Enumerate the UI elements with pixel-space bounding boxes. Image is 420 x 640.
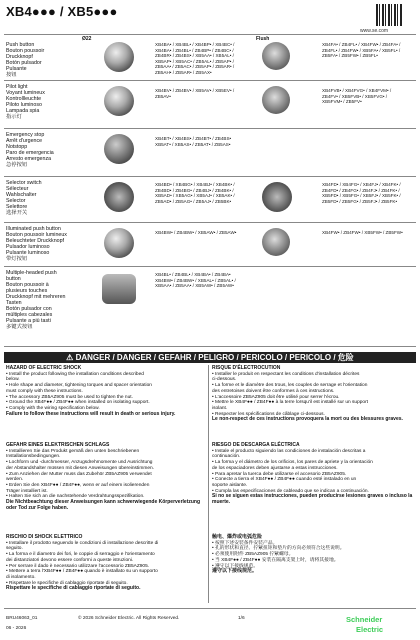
flush-illuminated-image (262, 228, 290, 256)
svg-text:Electric: Electric (356, 625, 384, 634)
column-divider (208, 365, 209, 603)
page-number: 1/6 (238, 616, 245, 621)
illuminated-button-image (104, 228, 134, 258)
col-diam-label: Ø22 (82, 36, 92, 42)
row-multiple-headed-labels: Multiple-headed push button Bouton poussoir à plusieurs touches Druckknopf mit mehreren Tasten Botón pulsador con múltiples cabezales Pulsante a più tasti 多键式按钮 (6, 270, 66, 330)
flush-pilot-light-image (262, 86, 290, 114)
doc-id: BRU46063_01 (6, 616, 38, 621)
section-fr: RISQUE D'ÉLECTROCUTION • Installer le produit en respectant les conditions d'installation décrites ci-dessous. • La forme et le diamètre des trous, les couples de serrage et l'orientation des entretoises doivent être conformes à ces instructions. • L'accessoire ZB5AZ905 doit être utilisé pour serrer l'écrou. • Mettre le XB4F●● / ZB4F●● à la terre lorsqu'il est installé sur un support isolant. • Respecter les spécifications de câblage ci-dessous. Le non-respect de ces instructions provoquera la mort ou des blessures graves. (212, 365, 403, 423)
push-button-refs-left: XB4BA• / XB4BL• / XB4BP• / XB4BC• / XB4BA• / ZB4BL• / ZB4BP• / ZB4BC• / ZB4BR• / ZB4BS• / XB5AA• / XB5AL• / XB5AP• / XB5AC• / ZB5AL• / ZB5AP• / ZB5AA• / ZB5AC• / ZB5AP• / ZB5AR• / ZB5AH• / ZB5AR• / ZB5AX• (155, 42, 235, 75)
push-button-refs-right: XB4FA• / ZB4FL• / XB4FW• / ZB4FA• / ZB4FL• / ZB4FW• / XB5FA• / XB5FL• / ZB5FA• / ZB5FW• / ZB5FL• (322, 42, 401, 59)
section-es: RIESGO DE DESCARGA ELÉCTRICA • Instale el producto siguiendo las condiciones de instalación descritas a continuación. • La forma y el diámetro de los orificios, los pares de apriete y la orientación de los espaciadores deben ajustarse a estas instrucciones. • Para apretar la tuerca debe utilizarse el accesorio ZB5AZ905. • Conecte a tierra el XB4F●● / ZB4F●● cuando esté instalado en un soporte aislante. • Cumpla las especificaciones de cableado que se indican a continuación. Si no se siguen estas instrucciones, pueden producirse lesiones graves o incluso la muerte. (212, 442, 413, 506)
section-zh: 触电、爆炸或电弧危险 • 按照下述安装条件安装产品。 • 孔的形状和直径、拧紧扭矩和垫片的方向必须符合这些说明。 • 必须使用附件 ZB5AZ905 拧紧螺母。 • 当 XB4F●● / ZB4F●● 安装在隔离支架上时，请将其接地。 • 遵守以下接线规范。 遵守以下接线规范。 (212, 534, 345, 575)
push-button-image (104, 42, 134, 72)
section-de: GEFAHR EINES ELEKTRISCHEN SCHLAGS • Installieren Sie das Produkt gemäß den unten beschriebenen Installationsbedingungen. • Lochform und -durchmesser, Anzugsdrehmomente und Ausrichtung der Abstandshalter müssen mit diesen Anweisungen übereinstimmen. • Zum Anziehen der Mutter muss das Zubehör ZB5AZ905 verwendet werden. • Erden Sie den XB4F●● / ZB4F●●, wenn er auf einem isolierenden Träger installiert ist. • Halten Sie sich an die nachstehende Verdrahtungsspezifikation. Die Nichtbeachtung dieser Anweisungen kann schwerwiegende Körperverletzung oder Tod zur Folge haben. (6, 442, 201, 511)
row-selector-switch-labels: Selector switch Sélecteur Wahlschalter Selector Selettore 选择开关 (6, 180, 42, 216)
svg-text:Schneider: Schneider (346, 615, 383, 624)
qr-code (376, 4, 402, 26)
multiple-headed-image (102, 274, 136, 304)
divider (4, 34, 416, 35)
col-flush-label: Flush (256, 36, 270, 42)
flush-selector-image (262, 182, 292, 212)
page-title: XB4●●● / XB5●●● (6, 4, 118, 19)
selector-switch-refs-right: XB4FD• / XB4FG• / XB4FJ• / XB4FK• / ZB4FD• / ZB4FG• / ZB4FJ• / ZB4FK• / XB5FD• / XB5FG• / XB5FJ• / XB5FK• / ZB5FD• / ZB5FG• / ZB5FJ• / ZB5FK• (322, 182, 401, 204)
emergency-stop-refs: XB4BT• / XB4BS• / ZB4BT• / ZB4BS• XB5AT• / XB5AS• / ZB5AT• / ZB5AS• (155, 136, 232, 147)
schneider-logo (344, 613, 414, 635)
flush-button-image (262, 42, 290, 70)
divider (4, 266, 416, 267)
pilot-light-image (104, 86, 134, 116)
section-en: HAZARD OF ELECTRIC SHOCK • Install the product following the installation conditions described below. • Hole shape and diameter, tightening torques and spacer orientation must comply with these instructions. • The accessory ZB5AZ905 must be used to tighten the nut. • Ground the XB4F●● / ZB4F●● when installed on isolating support. • Comply with the wiring specification below. Failure to follow these instructions will result in death or serious injury. (6, 365, 176, 417)
row-illuminated-labels: Illuminated push button Bouton poussoir lumineux Beleuchteter Druckknopf Pulsador luminoso Pulsante luminoso 带灯按钮 (6, 226, 67, 262)
row-push-button-labels: Push button Bouton poussoir Druckknopf Botón pulsador Pulsante 按钮 (6, 42, 45, 78)
copyright: © 2026 Schneider Electric. All Rights Reserved. (78, 616, 180, 621)
divider (4, 346, 416, 347)
doc-date: 06 - 2026 (6, 626, 27, 631)
row-pilot-light-labels: Pilot light Voyant lumineux Kontrollleuchte Piloto luminoso Lampada spia 指示灯 (6, 84, 45, 120)
emergency-stop-image (104, 134, 134, 164)
danger-banner: ⚠ DANGER / DANGER / GEFAHR / PELIGRO / PERICOLO / PERICOLO / 危险 (4, 352, 416, 363)
illuminated-refs-right: XB4FW• / ZB4FW• / XB5FW• / ZB5FW• (322, 230, 403, 235)
row-emergency-stop-labels: Emergency stop Arrêt d'urgence Notstopp Paro de emergencia Arresto emergenza 急停按钮 (6, 132, 54, 168)
selector-switch-refs-left: XB4BD• / XB4BG• / XB4BJ• / XB4BK• / ZB4BD• / ZB4BG• / ZB4BJ• / ZB4BK• / XB5AD• / XB5AG• / XB5AJ• / XB5AK• / ZB5AD• / ZB5AG• / ZB5AJ• / ZB5BK• (155, 182, 235, 204)
divider (4, 222, 416, 223)
pilot-light-refs-left: XB4BV• / ZB4BV• / XB5AV• / XB5EV• / ZB5AV• (155, 88, 235, 99)
multiple-headed-refs: XB4BL• / ZB4BL• / XB4BA• / ZB4BA• XB4BW• / ZB4BW• / XB5AL• / ZB5AL• / XB5AA• / ZB5AA• / XB5AW• / ZB5AW• (155, 272, 236, 289)
selector-switch-image (104, 182, 134, 212)
divider (4, 80, 416, 81)
section-it: RISCHIO DI SHOCK ELETTRICO • Installare il prodotto seguendo le condizioni di installazione descritte di seguito. • La forma e il diametro dei fori, le coppie di serraggio e l'orientamento dei distanziatori devono essere conformi a queste istruzioni. • Per serrare il dado è necessario utilizzare l'accessorio ZB5AZ905. • Mettere a terra l'XB4F●● / ZB4F●● quando è installato su un supporto di isolamento. • Rispettare le specifiche di cablaggio riportate di seguito. Rispettare le specifiche di cablaggio riportate di seguito. (6, 534, 159, 592)
divider (4, 176, 416, 177)
pilot-light-refs-right: XB4FVB• / XB4FVG• / XB4FVM• / ZB4FV• / XB5FVB• / XB5FVG• / XB5FVM• / ZB5FV• (322, 88, 392, 105)
website-url: www.se.com (360, 28, 389, 34)
divider (4, 608, 416, 609)
illuminated-refs-left: XB4BW• / ZB4BW• / XB5AW• / ZB5AW• (155, 230, 237, 235)
divider (4, 128, 416, 129)
